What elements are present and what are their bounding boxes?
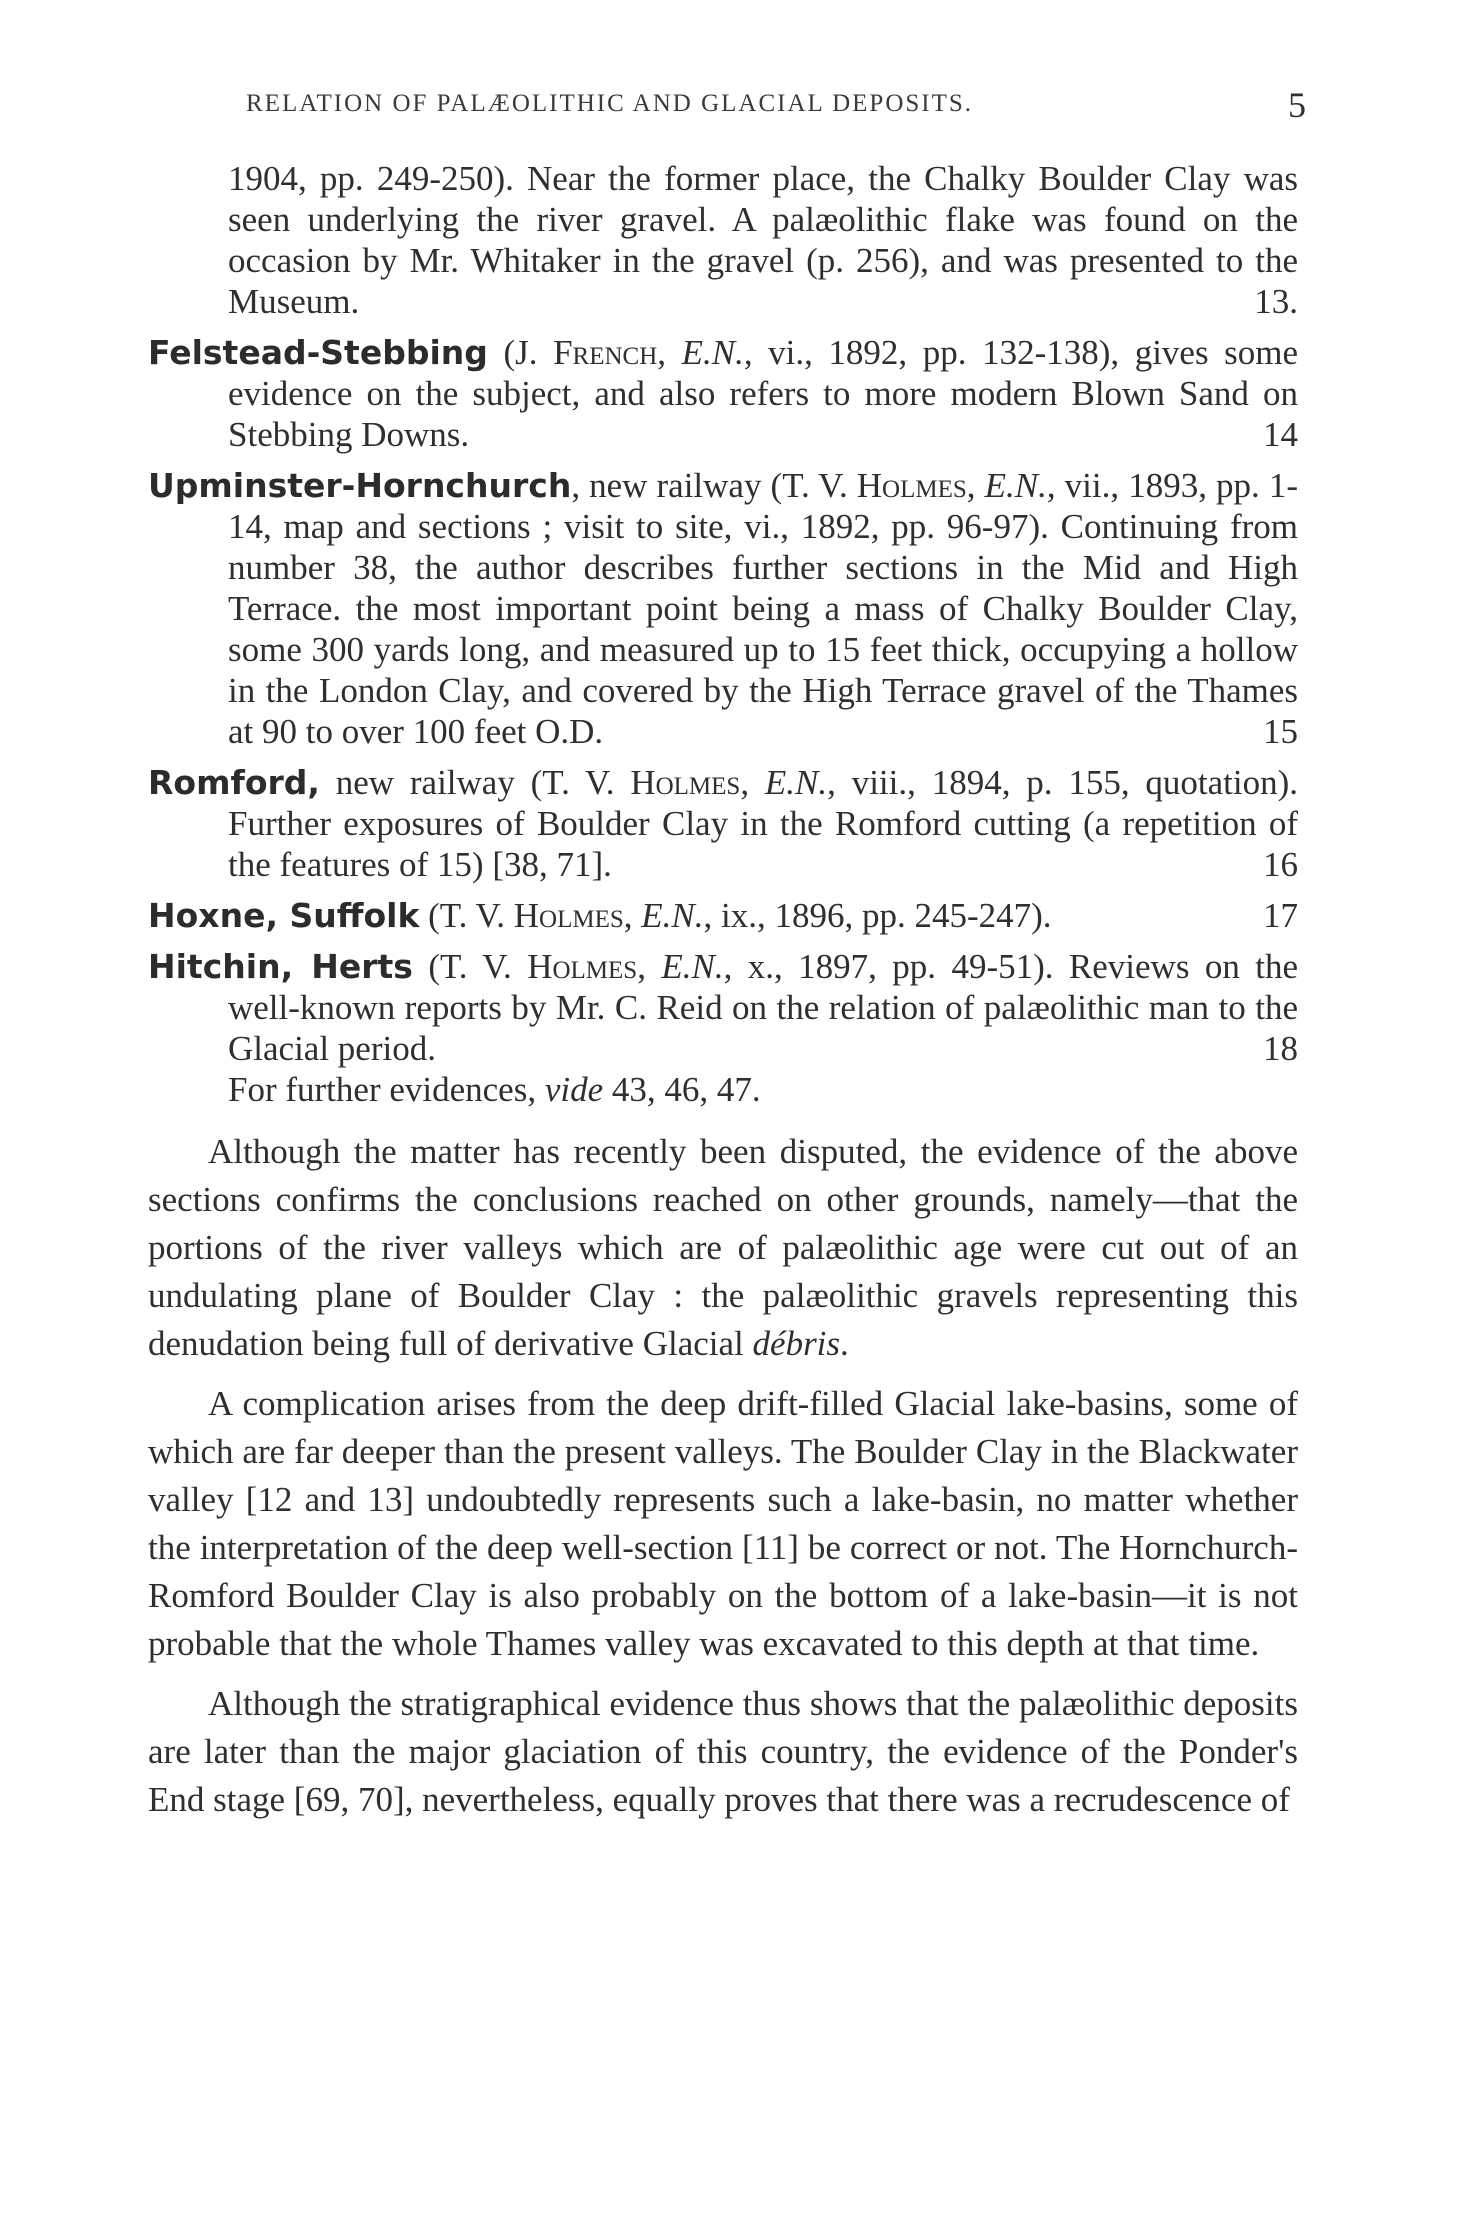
entry-journal: E.N. <box>764 763 828 802</box>
entry-pre: (T. V. <box>419 896 514 935</box>
body-paragraph <box>148 1128 1298 1368</box>
entry-place: Hitchin, Herts <box>148 947 413 986</box>
entry-text: 1904, pp. 249-250). Near the former place, the Chalky Boulder Clay was seen underlying the river gravel. A palæolithic flake was found on the occasion by Mr. Whitaker in the gravel (p. 256), and was presented to the Museum. <box>228 159 1298 321</box>
entry-author: Holmes <box>630 763 741 802</box>
entry-number: 16 <box>1263 845 1298 884</box>
bibliography-entry-continued <box>148 158 1298 322</box>
bibliography-entry: Romford, new railway (T. V. Holmes, E.N., viii., 1894, p. 155, quotation). Further exposures of Boulder Clay in the Romford cutting (a repetition of the features of 15) [38, 71]. 16 <box>148 763 1298 884</box>
entry-number: 18 <box>1263 1029 1298 1068</box>
entry-journal: E.N. <box>641 896 704 935</box>
further-evidences-line <box>148 1069 1298 1110</box>
body-paragraph: Although the stratigraphical evidence thus shows that the palæolithic deposits are later than the major glaciation of this country, the evidence of the Ponder's End stage [69, 70], nevertheless, equally proves that there was a recrudescence of <box>148 1684 1298 1819</box>
entry-text: , x., 1897, pp. 49-51). Reviews on the well-known reports by Mr. C. Reid on the relation of palæolithic man to the Glacial period. <box>228 947 1299 1068</box>
entry-text: , ix., 1896, pp. 245-247). <box>703 896 1052 935</box>
entry-pre: , new railway (T. V. <box>571 466 857 505</box>
entry-text: , vii., 1893, pp. 1-14, map and sections ; visit to site, vi., 1892, pp. 96-97). Continuing from number 38, the author describes further sections in the Mid and High Terrace. the most important point being a mass of Chalky Boulder Clay, some 300 yards long, and measured up to 15 feet thick, occupying a hollow in the London Clay, and covered by the High Terrace gravel of the Thames at 90 to over 100 feet O.D. <box>228 466 1298 751</box>
entry-pre: (T. V. <box>412 947 528 986</box>
further-post: 43, 46, 47. <box>603 1070 761 1109</box>
entry-place: Hoxne, Suffolk <box>148 896 420 935</box>
entry-author: French <box>553 333 658 372</box>
bibliography-entry: Hoxne, Suffolk (T. V. Holmes, E.N., ix., 1896, pp. 245-247). 17 <box>148 896 1298 935</box>
entry-place: Upminster-Hornchurch <box>148 466 572 505</box>
entry-place: Romford, <box>148 763 320 802</box>
entry-pre: new railway (T. V. <box>319 763 631 802</box>
entry-author: Holmes <box>856 466 967 505</box>
entry-journal: E.N. <box>984 466 1047 505</box>
running-head <box>246 86 1306 126</box>
running-title: RELATION OF PALÆOLITHIC AND GLACIAL DEPOSITS. <box>246 90 974 117</box>
body-paragraph: A complication arises from the deep drift-filled Glacial lake-basins, some of which are far deeper than the present valleys. The Boulder Clay in the Blackwater valley [12 and 13] undoubtedly represents such a lake-basin, no matter whether the interpretation of the deep well-section [11] be correct or not. The Hornchurch-Romford Boulder Clay is also probably on the bottom of a lake-basin—it is not probable that the whole Thames valley was excavated to this depth at that time. <box>148 1384 1298 1663</box>
entry-place: Felstead-Stebbing <box>148 333 488 372</box>
paragraph-end: . <box>840 1324 849 1363</box>
debris-word: débris <box>752 1324 841 1363</box>
further-pre: For further evidences, <box>228 1070 545 1109</box>
entry-number: 17 <box>1263 896 1298 935</box>
bibliography-entry: Upminster-Hornchurch, new railway (T. V. Holmes, E.N., vii., 1893, pp. 1-14, map and sections ; visit to site, vi., 1892, pp. 96-97). Continuing from number 38, the author describes further sections in the Mid and High Terrace. the most important point being a mass of Chalky Boulder Clay, some 300 yards long, and measured up to 15 feet thick, occupying a hollow in the London Clay, and covered by the High Terrace gravel of the Thames at 90 to over 100 feet O.D. 15 <box>148 466 1298 751</box>
entry-author: Holmes <box>513 896 624 935</box>
page-number: 5 <box>1288 85 1306 125</box>
entry-text: , vi., 1892, pp. 132-138), gives some evidence on the subject, and also refers to more modern Blown Sand on Stebbing Downs. <box>228 333 1299 454</box>
paragraph-text: Although the matter has recently been disputed, the evidence of the above sections confirms the conclusions reached on other grounds, namely—that the portions of the river valleys which are of palæolithic age were cut out of an undulating plane of Boulder Clay : the palæolithic gravels representing this denudation being full of derivative Glacial <box>148 1132 1298 1363</box>
entry-pre: (J. <box>487 333 554 372</box>
entry-number: 14 <box>1263 415 1298 454</box>
entry-number: 13. <box>1254 282 1298 321</box>
entry-journal: E.N. <box>681 333 744 372</box>
bibliography-entry: Felstead-Stebbing (J. French, E.N., vi., 1892, pp. 132-138), gives some evidence on the subject, and also refers to more modern Blown Sand on Stebbing Downs. 14 <box>148 333 1299 454</box>
page-content <box>148 158 1298 1836</box>
entry-journal: E.N. <box>661 947 724 986</box>
bibliography-entry: Hitchin, Herts (T. V. Holmes, E.N., x., 1897, pp. 49-51). Reviews on the well-known reports by Mr. C. Reid on the relation of palæolithic man to the Glacial period. 18 <box>148 947 1299 1068</box>
entry-text: , viii., 1894, p. 155, quotation). Further exposures of Boulder Clay in the Romford cutting (a repetition of the features of 15) [38, 71]. <box>228 763 1298 884</box>
vide-word: vide <box>544 1070 604 1109</box>
entry-number: 15 <box>1263 712 1298 751</box>
entry-author: Holmes <box>527 947 638 986</box>
